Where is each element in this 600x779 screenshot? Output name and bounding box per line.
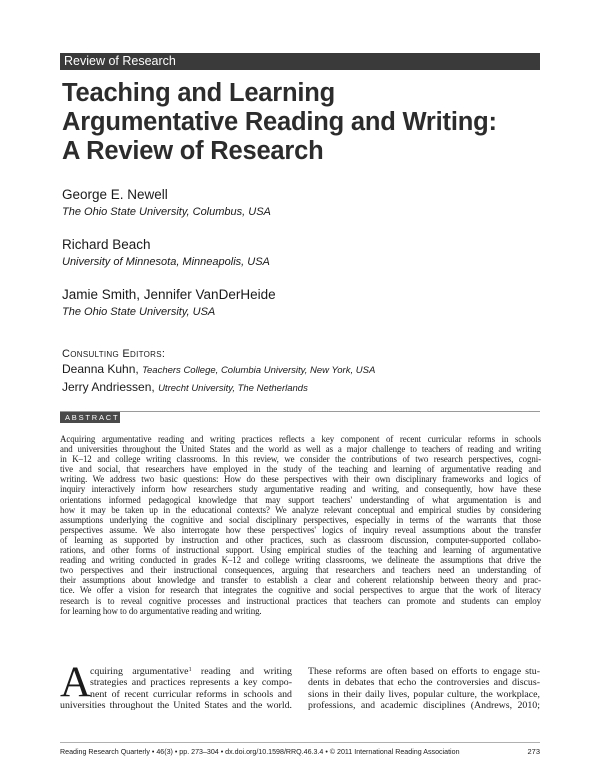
- body-line: professions, and academic disciplines (Andrews, 2010;: [308, 699, 540, 711]
- abstract-line: tive and social, that researchers have employed in the study of the teaching and learning of argumentative reading and: [60, 464, 541, 475]
- page-footer: [60, 746, 540, 758]
- body-line: dents in debates that echo the controversies and discus-: [308, 677, 540, 689]
- editor-affiliation: Teachers College, Columbia University, New York, USA: [142, 365, 376, 376]
- title-line-2: Argumentative Reading and Writing:: [62, 108, 497, 136]
- abstract-text: [60, 434, 541, 616]
- body-line: These reforms are often based on efforts to engage stu-: [308, 666, 540, 677]
- abstract-line: tice. We offer a vision for research that integrates the cognitive and social perspectives to argue that the work of literacy: [60, 585, 541, 596]
- abstract-line: reading and writing conducted in grades K–12 and college writing classrooms, we delineate the assumptions that drive the: [60, 555, 541, 566]
- abstract-line: their assumptions about knowledge and transfer to establish a clear and coherent relationship between theory and prac-: [60, 575, 541, 586]
- abstract-line: writing. We address two basic questions: How do these perspectives with their own disciplinary frameworks and logics of: [60, 474, 541, 485]
- author-name: George E. Newell: [62, 187, 168, 202]
- body-line-end: reading and writing: [191, 666, 292, 677]
- abstract-line: research is to reveal cognitive processes and instructional practices that teachers can promote and students can employ: [60, 595, 541, 606]
- title-line-1: Teaching and Learning: [62, 79, 336, 107]
- drop-cap: A: [60, 659, 92, 706]
- editor-name: Jerry Andriessen,: [62, 380, 155, 394]
- article-title: [62, 79, 542, 166]
- footnote-marker[interactable]: 1: [188, 667, 192, 673]
- abstract-line: how it may be taken up in the educational contexts? We analyze relevant conceptual and empirical studies by considering: [60, 504, 541, 515]
- author-name: Jamie Smith, Jennifer VanDerHeide: [62, 287, 276, 302]
- section-label: Review of Research: [60, 53, 540, 70]
- body-line: strategies and practices represents a key compo-: [90, 677, 292, 689]
- abstract-line: rations, and other forms of instructional support. Using empirical studies of the teaching and learning of argumentative: [60, 545, 541, 556]
- abstract-line: two perspectives and their instructional consequences, arguing that researchers and teachers need an understanding of: [60, 565, 541, 576]
- abstract-divider: [60, 411, 540, 412]
- page-number: 273: [527, 747, 540, 756]
- body-column-left: [60, 666, 292, 711]
- author-affiliation: University of Minnesota, Minneapolis, USA: [62, 256, 270, 268]
- abstract-line: orientations informed pedagogical knowledge that may support teachers' understanding of what argumentation is and: [60, 494, 541, 505]
- title-line-3: A Review of Research: [62, 137, 324, 165]
- author-affiliation: The Ohio State University, USA: [62, 306, 216, 318]
- body-line: nent of recent curricular reforms in schools and: [90, 688, 292, 700]
- abstract-line: in K–12 and college writing classrooms. In this review, we consider the contributions of two research perspectives, cogni-: [60, 454, 541, 465]
- abstract-line: of learning as supported by instruction and other practices, such as classroom discussion, computer-supported collabo-: [60, 534, 541, 545]
- abstract-label: ABSTRACT: [60, 412, 120, 423]
- abstract-line: perspectives assume. We also interrogate how these perspectives' logics of inquiry reveal assumptions about the transfer: [60, 524, 541, 535]
- abstract-line: Acquiring argumentative reading and writing practices reflects a key component of recent curricular reforms in schools: [60, 434, 541, 444]
- editor-entry: [62, 361, 532, 379]
- abstract-line: and universities throughout the United States and the world as well as a major challenge to teachers of reading and writing: [60, 444, 541, 455]
- author-entry: [62, 236, 532, 270]
- author-entry: [62, 186, 532, 220]
- body-line: universities throughout the United States and the world.: [60, 699, 292, 711]
- consulting-editors-heading: Consulting Editors:: [62, 348, 166, 360]
- consulting-editors: [62, 347, 532, 397]
- abstract-line: assumptions underlying the cognitive and social disciplinary perspectives, especially in terms of the warrants that those: [60, 514, 541, 525]
- editor-entry: [62, 379, 532, 397]
- body-line: sions in their daily lives, popular culture, the workplace,: [308, 688, 540, 700]
- author-name: Richard Beach: [62, 237, 151, 252]
- body-column-right: [308, 666, 540, 711]
- abstract-line: inquiry interactively inform how researchers study argumentative reading and writing, and consequently, how have these: [60, 484, 541, 495]
- author-entry: [62, 286, 532, 320]
- editor-name: Deanna Kuhn,: [62, 362, 139, 376]
- footer-divider: [60, 742, 540, 743]
- editor-affiliation: Utrecht University, The Netherlands: [158, 383, 308, 394]
- footer-citation: Reading Research Quarterly • 46(3) • pp. 273–304 • dx.doi.org/10.1598/RRQ.46.3.4 • © 2011 International Reading Association: [60, 748, 460, 756]
- body-line: [60, 666, 292, 677]
- body-line-start: cquiring argumentative: [90, 666, 189, 677]
- author-affiliation: The Ohio State University, Columbus, USA: [62, 206, 271, 218]
- abstract-line: for learning how to do argumentative reading and writing.: [60, 605, 262, 616]
